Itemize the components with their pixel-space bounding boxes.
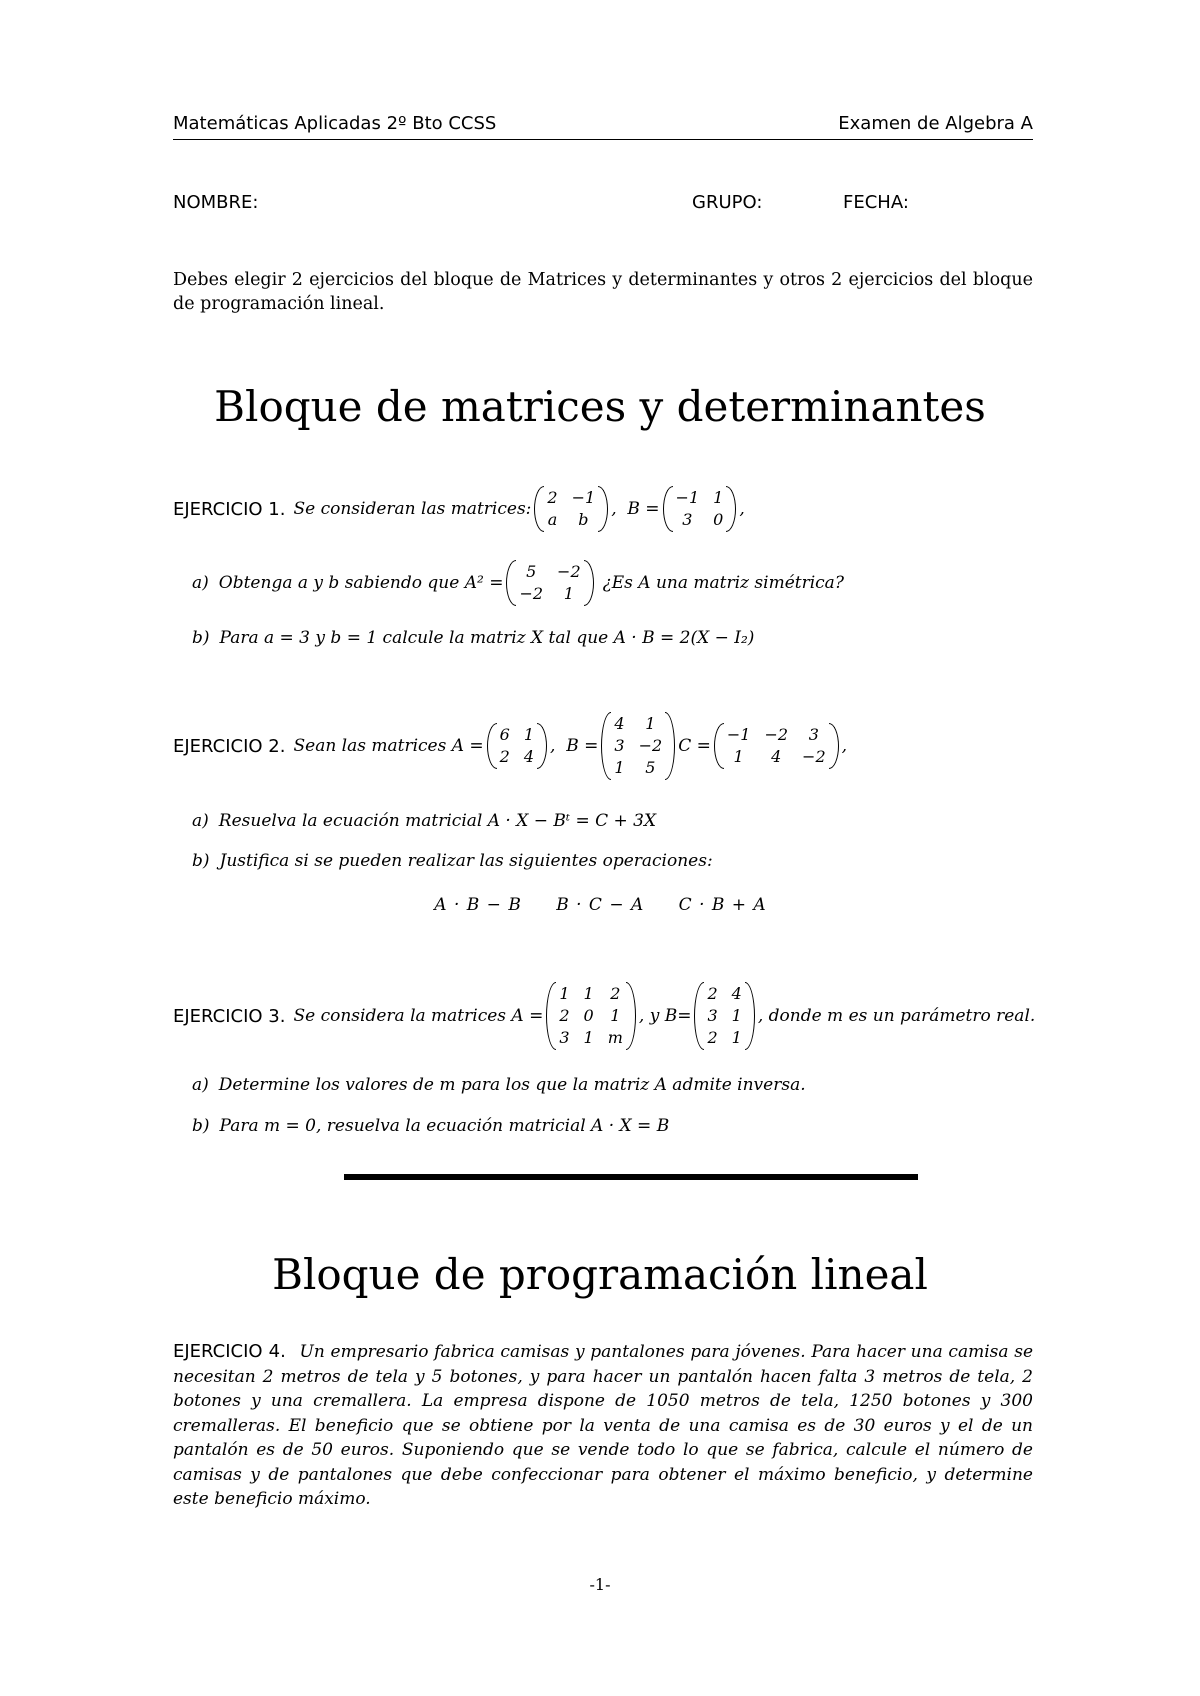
- matrix-entry: 1: [563, 584, 574, 603]
- exercise-1-matrix-a: [534, 486, 608, 532]
- part-label: a): [192, 573, 209, 593]
- exercise-2-matrix-a: [487, 723, 547, 769]
- exercise-3-matrix-a: [546, 982, 636, 1050]
- exercise-3-mid-text: , y B=: [638, 1006, 692, 1026]
- matrix-entry: 1: [713, 488, 724, 507]
- matrix-entry: 1: [731, 1028, 742, 1047]
- exercise-3-statement: [173, 982, 1035, 1050]
- matrix-entry: 2: [499, 747, 510, 766]
- matrix-entry: 4: [771, 747, 782, 766]
- exercise-1-b-eq: B =: [627, 499, 660, 519]
- exercise-2-operations: [0, 895, 1200, 915]
- exercise-2-statement: EJERCICIO 2. Sean las matrices A = 6 1 2 4 , B = 4 1 3 −2 1 5 C = −1 −2 3 1 4 −2 ,: [173, 712, 847, 780]
- page-number: -1-: [589, 1575, 611, 1594]
- fecha-label: FECHA:: [843, 192, 909, 213]
- exercise-1-part-b: [192, 628, 754, 648]
- instructions: Debes elegir 2 ejercicios del bloque de Matrices y determinantes y otros 2 ejercicios del bloque de programación lineal.: [173, 270, 1033, 314]
- operation-3: C · B + A: [678, 895, 766, 915]
- exercise-2-matrix-b: [601, 712, 675, 780]
- matrix-entry: −2: [638, 736, 663, 755]
- matrix-entry: 1: [559, 984, 570, 1003]
- matrix-entry: −1: [726, 725, 751, 744]
- matrix-entry: 4: [614, 714, 625, 733]
- exercise-1-part-b-text: Para a = 3 y b = 1 calcule la matriz X tal que A · B = 2(X − I₂): [219, 628, 755, 648]
- exercise-3-label: EJERCICIO 3.: [173, 1005, 286, 1027]
- exercise-1-part-a-text: Obtenga a y b sabiendo que A² =: [218, 573, 504, 593]
- matrix-entry: 2: [707, 1028, 718, 1047]
- operation-2: B · C − A: [556, 895, 644, 915]
- matrix-entry: 2: [610, 984, 621, 1003]
- exercise-3-part-a: [192, 1075, 806, 1095]
- matrix-entry: 2: [707, 984, 718, 1003]
- matrix-entry: 6: [499, 725, 510, 744]
- matrix-entry: 0: [583, 1006, 594, 1025]
- exercise-1-part-a-question: ¿Es A una matriz simétrica?: [602, 573, 844, 593]
- exercise-1-label: EJERCICIO 1.: [173, 498, 286, 520]
- exercise-3-matrix-b: [694, 982, 754, 1050]
- exercise-2-matrix-c: [714, 723, 839, 769]
- matrix-entry: 1: [523, 725, 535, 744]
- matrix-entry: 5: [645, 758, 656, 777]
- exercise-3-tail-text: , donde m es un parámetro real.: [757, 1006, 1036, 1026]
- exercise-1-part-a-matrix: [506, 560, 593, 606]
- matrix-entry: b: [578, 510, 589, 529]
- matrix-entry: m: [607, 1028, 623, 1047]
- part-label: b): [192, 1116, 210, 1136]
- section-title-matrices: Bloque de matrices y determinantes: [214, 382, 986, 431]
- exercise-1-statement: EJERCICIO 1. Se consideran las matrices: 2 −1 a b , B = −1 1 3 0 ,: [173, 486, 745, 532]
- matrix-entry: 4: [523, 747, 535, 766]
- matrix-entry: 1: [731, 1006, 742, 1025]
- matrix-entry: 1: [645, 714, 656, 733]
- matrix-entry: 5: [526, 562, 537, 581]
- exercise-1-matrix-b: [663, 486, 737, 532]
- part-label: a): [192, 811, 209, 831]
- exercise-2-c-eq: C =: [678, 736, 711, 756]
- exercise-3-part-b: [192, 1116, 669, 1136]
- exam-title: Examen de Algebra A: [838, 113, 1033, 134]
- matrix-entry: −1: [675, 488, 700, 507]
- matrix-entry: 3: [707, 1006, 718, 1025]
- exercise-2-text: Sean las matrices A =: [293, 736, 484, 756]
- grupo-label: GRUPO:: [692, 192, 763, 213]
- exercise-2-part-a: [192, 811, 656, 831]
- matrix-entry: −2: [519, 584, 544, 603]
- exercise-4-text: Un empresario fabrica camisas y pantalones para jóvenes. Para hacer una camisa se necesitan 2 metros de tela y 5 botones, y para hacer un pantalón hacen falta 3 metros de tela, 2 botones y una cremallera. La empresa dispone de 1050 metros de tela, 1250 botones y 300 cremalleras. El beneficio que se obtiene por la venta de una camisa es de 30 euros y el de un pantalón es de 50 euros. Suponiendo que se vende todo lo que se fabrica, calcule el número de camisas y de pantalones que debe confeccionar para obtener el máximo beneficio, y determine este beneficio máximo.: [173, 1342, 1034, 1509]
- operation-1: A · B − B: [434, 895, 521, 915]
- matrix-entry: 3: [559, 1028, 570, 1047]
- exercise-3-part-a-text: Determine los valores de m para los que la matriz A admite inversa.: [218, 1075, 806, 1095]
- matrix-entry: 2: [559, 1006, 570, 1025]
- matrix-entry: 0: [713, 510, 724, 529]
- matrix-entry: −2: [557, 562, 581, 581]
- exercise-4-label: EJERCICIO 4.: [173, 1341, 286, 1362]
- part-label: a): [192, 1075, 209, 1095]
- exercise-1-text: Se consideran las matrices:: [293, 499, 532, 519]
- exercise-2-label: EJERCICIO 2.: [173, 735, 286, 757]
- section-title-linear-programming: Bloque de programación lineal: [272, 1250, 928, 1299]
- exercise-1-part-a: [192, 560, 844, 606]
- matrix-entry: 1: [583, 1028, 594, 1047]
- nombre-label: NOMBRE:: [173, 192, 259, 213]
- exercise-2-part-b: [192, 851, 713, 871]
- exercise-3-text: Se considera la matrices A =: [293, 1006, 544, 1026]
- matrix-entry: 1: [614, 758, 625, 777]
- matrix-entry: −1: [571, 488, 596, 507]
- exercise-2-part-b-text: Justifica si se pueden realizar las siguientes operaciones:: [219, 851, 713, 871]
- part-label: b): [192, 628, 210, 648]
- matrix-entry: 3: [682, 510, 693, 529]
- matrix-entry: 4: [731, 984, 742, 1003]
- matrix-entry: 1: [583, 984, 594, 1003]
- exercise-2-b-eq: B =: [566, 736, 599, 756]
- part-label: b): [192, 851, 210, 871]
- page-header: [173, 113, 1033, 140]
- matrix-entry: 1: [610, 1006, 621, 1025]
- matrix-entry: 2: [547, 488, 558, 507]
- matrix-entry: 1: [733, 747, 744, 766]
- course-title: Matemáticas Aplicadas 2º Bto CCSS: [173, 113, 497, 134]
- exercise-3-part-b-text: Para m = 0, resuelva la ecuación matricial A · X = B: [219, 1116, 670, 1136]
- section-divider: [344, 1174, 918, 1180]
- matrix-entry: a: [547, 510, 558, 529]
- exercise-2-part-a-text: Resuelva la ecuación matricial A · X − Bᵗ = C + 3X: [218, 811, 657, 831]
- matrix-entry: −2: [802, 747, 826, 766]
- matrix-entry: 3: [808, 725, 819, 744]
- matrix-entry: 3: [614, 736, 625, 755]
- matrix-entry: −2: [764, 725, 789, 744]
- exercise-4-statement: [173, 1340, 1033, 1512]
